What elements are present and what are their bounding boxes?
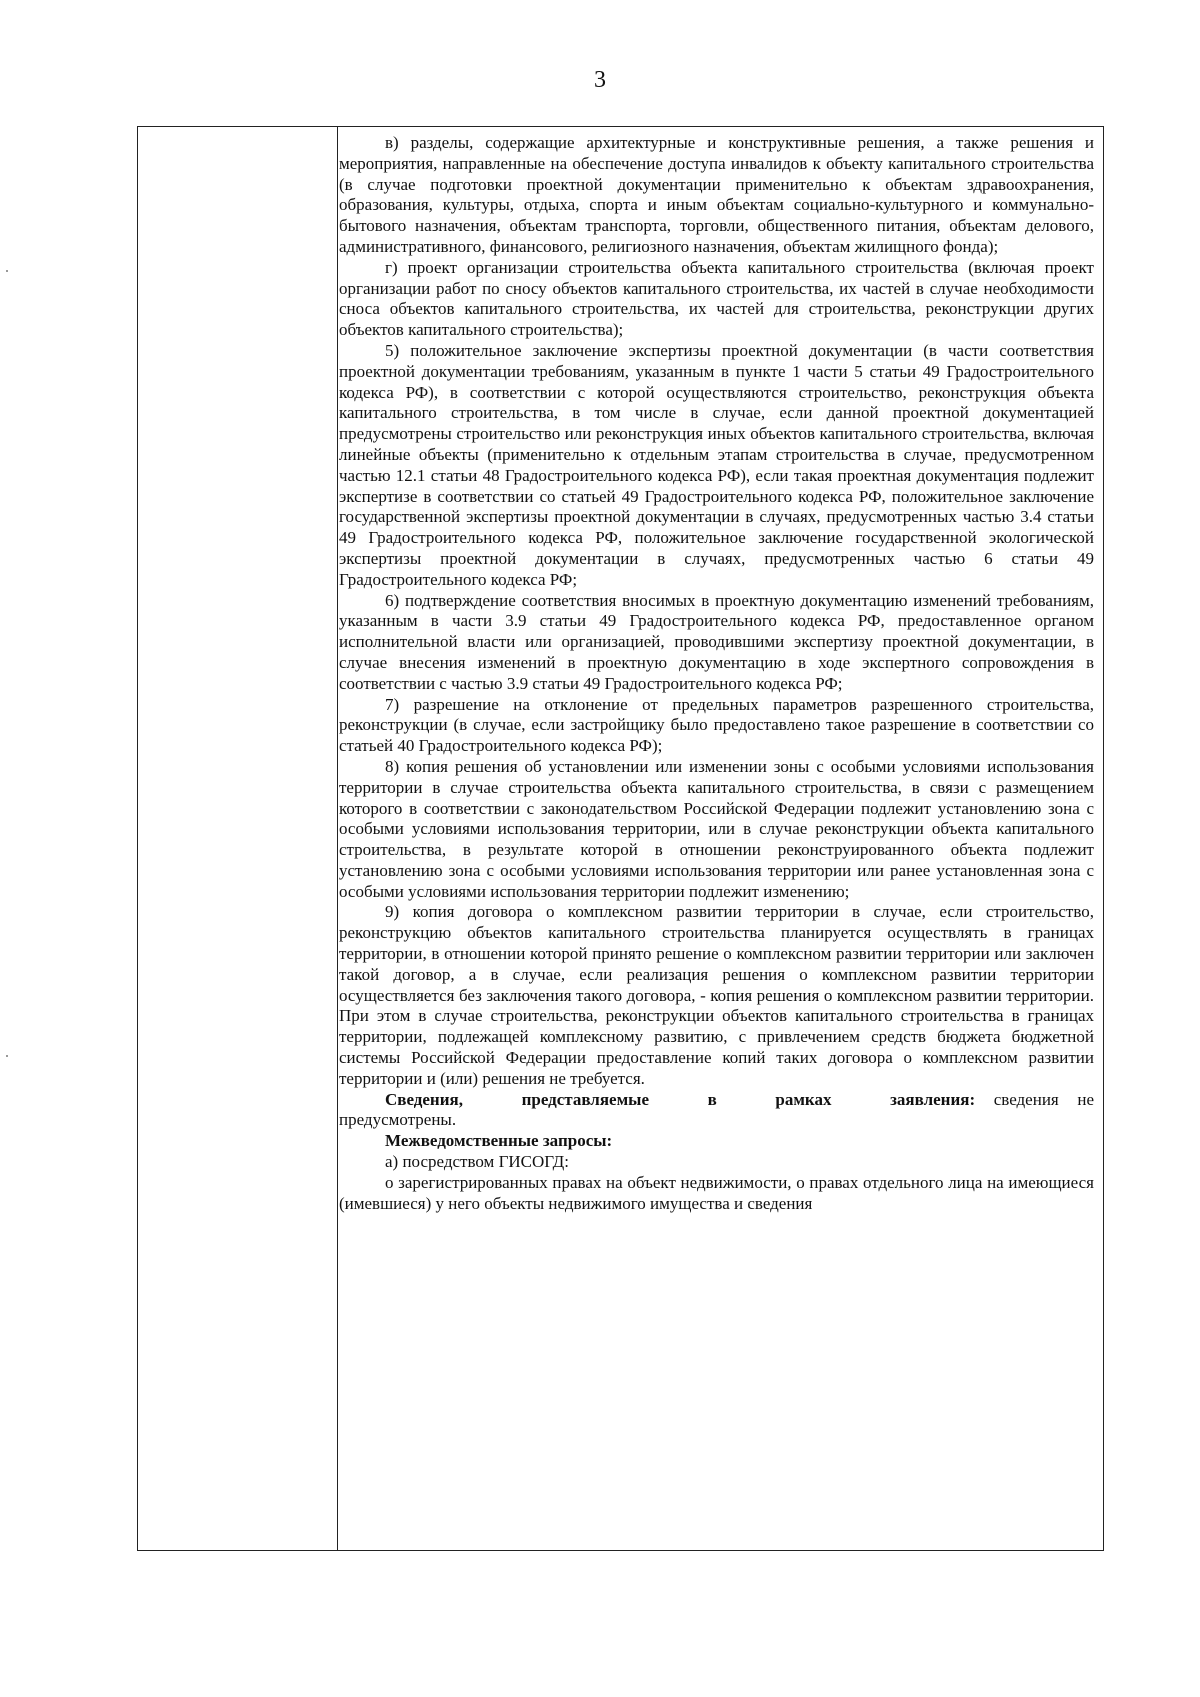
page-number: 3 [594,67,606,93]
scan-artifact [6,270,8,272]
paragraph-9-territory-agreement: 9) копия договора о комплексном развитии территории в случае, если строительство, реконструкцию объектов капитального строительства планируется осуществлять в границах территории, в отношении которой принято решение о комплексном развитии территории или заключен такой договор, а в случае, если реализация решения о комплексном развитии территории осуществляется без заключения такого договора, - копия решения о комплексном развитии территории. При этом в случае строительства, реконструкции объектов капитального строительства в границах территории, подлежащей комплексному развитию, с привлечением средств бюджета бюджетной системы Российской Федерации предоставление копий таких договора о комплексном развитии территории и (или) решения не требуется. [339,902,1094,1088]
paragraph-g-construction-project: г) проект организации строительства объекта капитального строительства (включая проект организации работ по сносу объектов капитального строительства, их частей в случае необходимости сноса объектов капитального строительства, их частей для строительства, реконструкции других объектов капитального строительства); [339,257,1094,340]
svedeniya-text: сведения не предусмотрены. [339,1089,1094,1130]
interagency-item-a: а) посредством ГИСОГД: [385,1152,569,1172]
paragraph-v-sections: в) разделы, содержащие архитектурные и конструктивные решения, а также решения и мероприятия, направленные на обеспечение доступа инвалидов к объекту капитального строительства (в случае подготовки проектной документации применительно к объектам здравоохранения, образования, культуры, отдыха, спорта и иным объектам социально-культурного и коммунально-бытового назначения, объектам транспорта, торговли, общественного питания, объектам делового, административного, финансового, религиозного назначения, объектам жилищного фонда); [339,133,1094,256]
paragraph-registered-rights: о зарегистрированных правах на объект недвижимости, о правах отдельного лица на имеющиеся (имевшиеся) у него объекты недвижимого имущества и сведения [339,1172,1094,1213]
table-right-cell [339,133,1094,1550]
scan-artifact [6,1055,8,1057]
paragraph-svedeniya [339,1090,1094,1132]
table-left-cell [138,127,338,1550]
interagency-heading: Межведомственные запросы: [385,1131,613,1151]
paragraph-6-confirmation: 6) подтверждение соответствия вносимых в проектную документацию изменений требованиям, указанным в части 3.9 статьи 49 Градостроительного кодекса РФ, предоставленное органом исполнительной власти или организацией, проводившими экспертизу проектной документации, в случае внесения изменений в проектную документацию в ходе экспертного сопровождения в соответствии с частью 3.9 статьи 49 Градостроительного кодекса РФ; [339,590,1094,693]
paragraph-5-expertise: 5) положительное заключение экспертизы проектной документации (в части соответствия проектной документации требованиям, указанным в пункте 1 части 5 статьи 49 Градостроительного кодекса РФ), в соответствии с которой осуществляются строительство, реконструкция объекта капитального строительства, в том числе в случае, если данной проектной документацией предусмотрены строительство или реконструкция иных объектов капитального строительства, включая линейные объекты (применительно к отдельным этапам строительства в случае, предусмотренном частью 12.1 статьи 48 Градостроительного кодекса РФ), если такая проектная документация подлежит экспертизе в соответствии со статьей 49 Градостроительного кодекса РФ, положительное заключение государственной экспертизы проектной документации в случаях, предусмотренных частью 3.4 статьи 49 Градостроительного кодекса РФ, положительное заключение государственной экологической экспертизы проектной документации в случаях, предусмотренных частью 6 статьи 49 Градостроительного кодекса РФ; [339,340,1094,589]
svedeniya-heading: Сведения, представляемые в рамках заявления: [385,1089,976,1109]
paragraph-8-zone-decision: 8) копия решения об установлении или изменении зоны с особыми условиями использования территории в случае строительства объекта капитального строительства, в связи с размещением которого в соответствии с законодательством Российской Федерации подлежит установлению зона с особыми условиями использования территории, или в случае реконструкции объекта капитального строительства, в результате которой в отношении реконструированного объекта подлежит установлению зона с особыми условиями использования территории или ранее установленная зона с особыми условиями использования территории подлежит изменению; [339,756,1094,901]
paragraph-7-deviation-permit: 7) разрешение на отклонение от предельных параметров разрешенного строительства, реконструкции (в случае, если застройщику было предоставлено такое разрешение в соответствии со статьей 40 Градостроительного кодекса РФ); [339,694,1094,756]
document-table [137,126,1104,1551]
